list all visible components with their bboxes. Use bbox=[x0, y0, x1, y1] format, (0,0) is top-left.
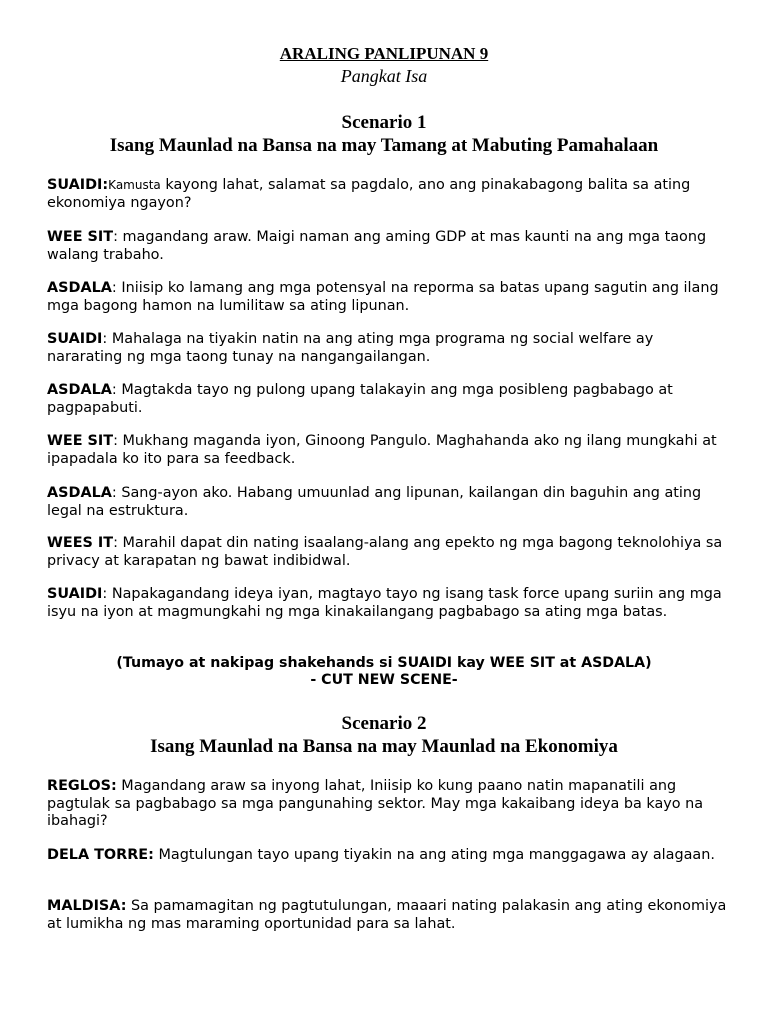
dialogue-line bbox=[47, 177, 731, 212]
speaker-name: REGLOS: bbox=[47, 778, 117, 794]
speaker-name: ASDALA bbox=[47, 280, 112, 296]
document-title: ARALING PANLIPUNAN 9 bbox=[279, 44, 489, 63]
dialogue-line bbox=[47, 778, 731, 831]
dialogue-text: : Marahil dapat din nating isaalang-alang ang epekto ng mga bagong teknolohiya sa privacy at karapatan ng bawat indibidwal. bbox=[47, 535, 723, 569]
scenario-1-number: Scenario 1 bbox=[341, 112, 427, 133]
speaker-name: DELA TORRE: bbox=[47, 847, 154, 863]
speaker-name: ASDALA bbox=[47, 485, 112, 501]
dialogue-line bbox=[47, 535, 731, 570]
speaker-name: WEE SIT bbox=[47, 229, 114, 245]
speaker-name: SUAIDI bbox=[47, 586, 103, 602]
dialogue-line bbox=[47, 847, 731, 865]
speaker-name: ASDALA bbox=[47, 382, 112, 398]
scene-cut: - CUT NEW SCENE- bbox=[310, 672, 458, 688]
speaker-name: WEES IT bbox=[47, 535, 114, 551]
speaker-name: WEE SIT bbox=[47, 433, 114, 449]
scenario-2-heading: Isang Maunlad na Bansa na may Maunlad na Ekonomiya bbox=[150, 736, 618, 757]
dialogue-text: : Iniisip ko lamang ang mga potensyal na reporma sa batas upang sagutin ang ilang mga bagong hamon na lumilitaw sa ating lipunan. bbox=[47, 280, 719, 314]
dialogue-line bbox=[47, 280, 731, 315]
dialogue-line bbox=[47, 331, 731, 366]
dialogue-text: : Napakagandang ideya iyan, magtayo tayo ng isang task force upang suriin ang mga isyu na iyon at magmungkahi ng mga kinakailangang pagbabago sa ating mga batas. bbox=[47, 586, 722, 620]
scenario-1-heading: Isang Maunlad na Bansa na may Tamang at Mabuting Pamahalaan bbox=[109, 135, 659, 156]
dialogue-line bbox=[47, 229, 731, 264]
speaker-name: MALDISA: bbox=[47, 898, 127, 914]
dialogue-line bbox=[47, 433, 731, 468]
first-word: Kamusta bbox=[108, 178, 161, 192]
speaker-name: SUAIDI bbox=[47, 331, 103, 347]
dialogue-line bbox=[47, 382, 731, 417]
dialogue-line bbox=[47, 485, 731, 520]
speaker-name: SUAIDI bbox=[47, 177, 103, 193]
dialogue-text: : Mukhang maganda iyon, Ginoong Pangulo. Maghahanda ako ng ilang mungkahi at ipapadala ko ito para sa feedback. bbox=[47, 433, 717, 467]
dialogue-text: kayong lahat, salamat sa pagdalo, ano ang pinakabagong balita sa ating ekonomiya ngayon? bbox=[47, 177, 691, 211]
dialogue-text: Magtulungan tayo upang tiyakin na ang ating mga manggagawa ay alagaan. bbox=[153, 847, 715, 863]
dialogue-text: : Sang-ayon ako. Habang umuunlad ang lipunan, kailangan din baguhin ang ating legal na estruktura. bbox=[47, 485, 702, 519]
dialogue-line bbox=[47, 586, 731, 621]
dialogue-text: : Mahalaga na tiyakin natin na ang ating mga programa ng social welfare ay nararating ng mga taong tunay na nangangailangan. bbox=[47, 331, 654, 365]
dialogue-text: : Magtakda tayo ng pulong upang talakayin ang mga posibleng pagbabago at pagpapabuti. bbox=[47, 382, 673, 416]
dialogue-text: Magandang araw sa inyong lahat, Iniisip ko kung paano natin mapanatili ang pagtulak sa pagbabago sa mga pangunahing sektor. May mga kakaibang ideya ba kayo na ibahagi? bbox=[47, 778, 704, 829]
document-subtitle: Pangkat Isa bbox=[340, 66, 428, 86]
speaker-separator: : bbox=[102, 177, 109, 193]
dialogue-line bbox=[47, 898, 731, 933]
scenario-2-number: Scenario 2 bbox=[341, 713, 427, 734]
stage-direction: (Tumayo at nakipag shakehands si SUAIDI kay WEE SIT at ASDALA) bbox=[116, 655, 652, 671]
dialogue-text: Sa pamamagitan ng pagtutulungan, maaari nating palakasin ang ating ekonomiya at lumikha ng mas maraming oportunidad para sa lahat. bbox=[47, 898, 727, 932]
dialogue-text: : magandang araw. Maigi naman ang aming GDP at mas kaunti na ang mga taong walang trabaho. bbox=[47, 229, 707, 263]
